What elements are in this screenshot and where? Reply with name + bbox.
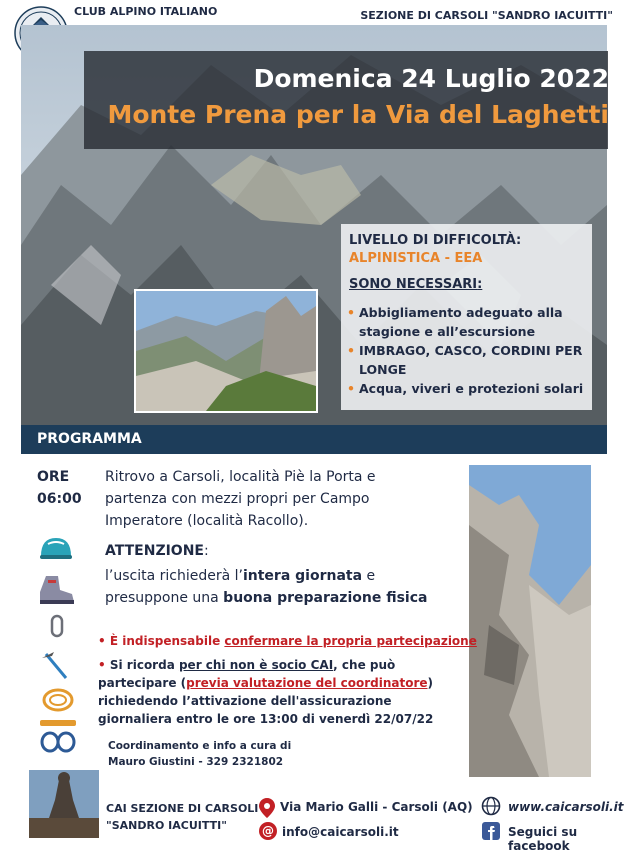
difficulty-value: ALPINISTICA - EEA [349, 251, 483, 266]
valley-photo [134, 289, 318, 413]
statue-photo [29, 770, 99, 838]
required-label: SONO NECESSARI: [349, 277, 483, 292]
programma-title: PROGRAMMA [37, 431, 142, 447]
insurance-note: • Si ricorda per chi non è socio CAI, che può partecipare (previa valutazione del coordinatore) richiedendo l’attivazione dell'assicurazione giornaliera entro le ore 13:00 di venerdì 22/07/22 [98, 658, 434, 726]
location-pin-icon [259, 798, 275, 818]
event-date: Domenica 24 Luglio 2022 [253, 64, 609, 93]
footer-facebook[interactable]: Seguici su facebook [508, 825, 578, 853]
footer-website[interactable]: www.caicarsoli.it [508, 800, 624, 814]
rope-icon [40, 685, 76, 715]
meeting-description: Ritrovo a Carsoli, località Piè la Porta e partenza con mezzi propri per Campo Imperatore (località Racollo). [105, 469, 376, 529]
difficulty-label: LIVELLO DI DIFFICOLTÀ: [349, 233, 522, 248]
confirm-note: • È indispensabile confermare la propria partecipazione [98, 634, 477, 648]
email-icon [259, 822, 277, 840]
attention-text: l’uscita richiederà l’intera giornata e presuppone una buona preparazione fisica [105, 568, 428, 606]
footer-organization: CAI SEZIONE DI CARSOLI "SANDRO IACUITTI" [106, 802, 259, 832]
boot-icon [36, 574, 76, 606]
attention-label: ATTENZIONE: [105, 543, 209, 559]
difficulty-info-box [341, 224, 592, 410]
carabiner-icon [50, 614, 64, 638]
helmet-icon [38, 534, 74, 564]
required-list [347, 303, 589, 398]
club-name: CLUB ALPINO ITALIANO [74, 5, 218, 18]
globe-icon [481, 796, 501, 816]
required-item: • Abbigliamento adeguato alla stagione e all’escursione [347, 303, 589, 341]
section-name: SEZIONE DI CARSOLI "SANDRO IACUITTI" [360, 9, 613, 22]
facebook-icon [482, 822, 500, 840]
ice-axe-icon [40, 650, 72, 680]
event-name: Monte Prena per la Via del Laghetti [107, 100, 609, 129]
coordination-info: Coordinamento e info a cura di Mauro Giustini - 329 2321802 [108, 740, 292, 768]
footer-email[interactable]: info@caicarsoli.it [282, 825, 399, 839]
rock-face-photo [469, 465, 591, 777]
footer-address: Via Mario Galli - Carsoli (AQ) [280, 800, 473, 814]
svg-text:@: @ [262, 824, 274, 838]
required-item: • IMBRAGO, CASCO, CORDINI PER LONGE [347, 341, 589, 379]
required-item: • Acqua, viveri e protezioni solari [347, 379, 589, 398]
meeting-time: ORE 06:00 [37, 469, 82, 507]
harness-icon [38, 718, 78, 754]
